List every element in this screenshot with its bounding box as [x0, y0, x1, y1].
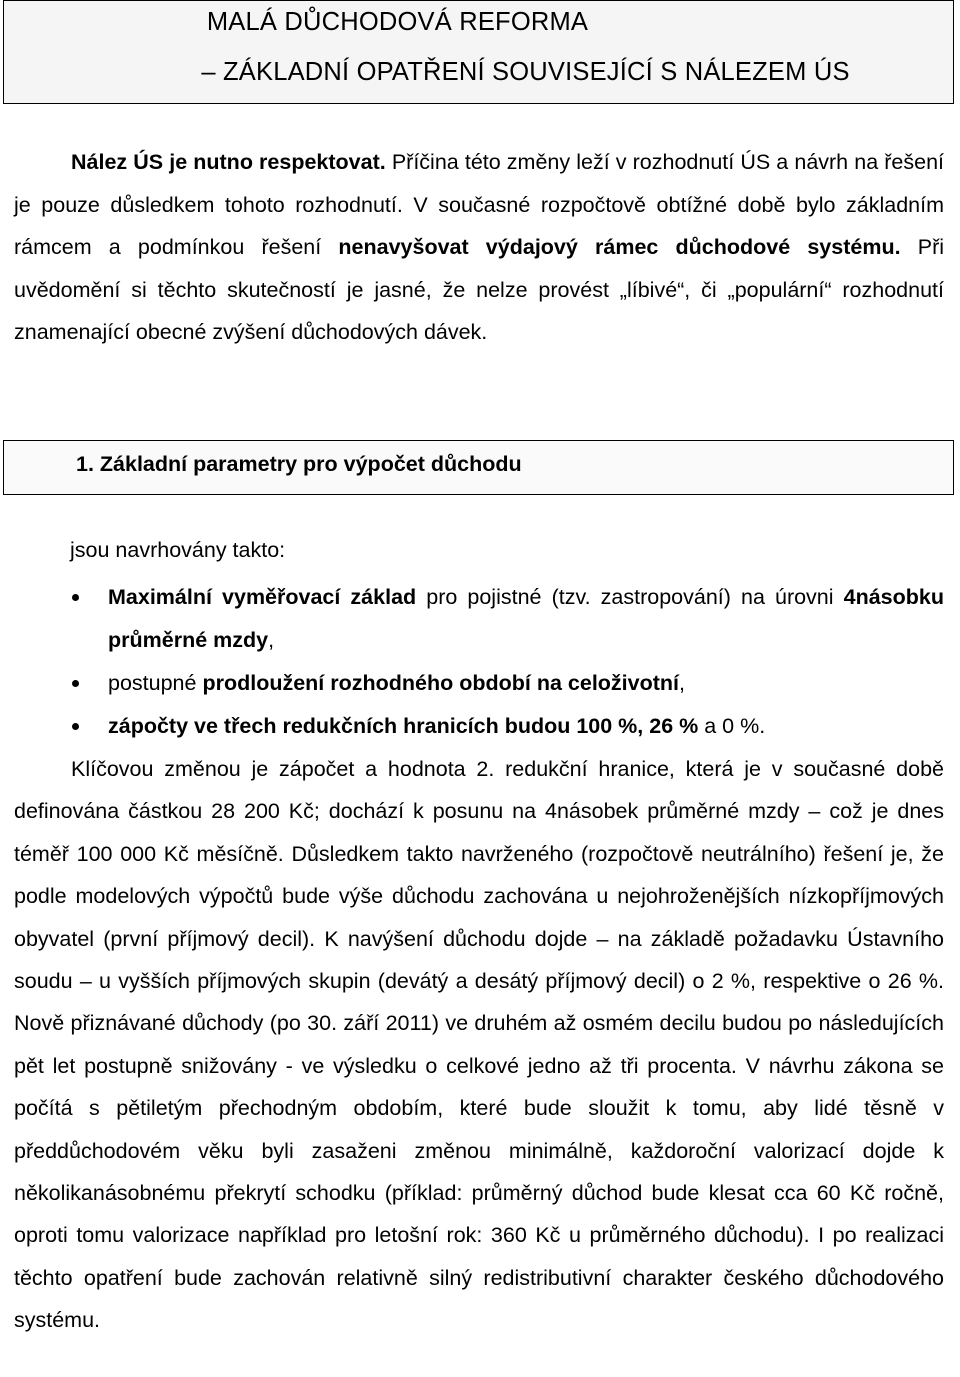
bullet-2-bold: prodloužení rozhodného období na celoživotní [202, 671, 680, 695]
bullet-3-end: a 0 %. [698, 714, 766, 738]
bullet-2-text: postupné [108, 671, 203, 695]
bullet-item-2 [108, 662, 944, 705]
title-line-1: MALÁ DŮCHODOVÁ REFORMA [206, 8, 589, 36]
bullet-2-end: , [679, 671, 685, 695]
intro-bold-2: nenavyšovat výdajový rámec důchodové systému. [338, 235, 901, 259]
title-line-2: – ZÁKLADNÍ OPATŘENÍ SOUVISEJÍCÍ S NÁLEZEM ÚS [201, 58, 850, 86]
bullet-dot-3 [72, 723, 79, 730]
section-heading: 1. Základní parametry pro výpočet důchodu [76, 452, 522, 476]
intro-paragraph [14, 141, 944, 354]
intro-text-2: Při uvědomění si těchto skutečností je jasné, že nelze provést „líbivé“, či „populární“ rozhodnutí znamenající obecné zvýšení důchodových dávek. [14, 235, 944, 344]
bullet-1-bold-2: 4násobku průměrné mzdy [108, 585, 944, 652]
bullet-item-3 [108, 705, 944, 748]
bullet-1-bold: Maximální vyměřovací základ [108, 585, 417, 609]
bullet-item-1 [108, 576, 944, 661]
bullet-3-bold: zápočty ve třech redukčních hranicích budou 100 %, 26 % [108, 714, 699, 738]
title-box [3, 0, 954, 104]
intro-text-1: Příčina této změny leží v rozhodnutí ÚS a návrh na řešení je pouze důsledkem tohoto rozhodnutí. V současné rozpočtově obtížné době bylo základním rámcem a podmínkou řešení [14, 150, 945, 259]
body-paragraph: Klíčovou změnou je zápočet a hodnota 2. redukční hranice, která je v současné době definována částkou 28 200 Kč; dochází k posunu na 4násobek průměrné mzdy – což je dnes téměř 100 000 Kč měsíčně. Důsledkem takto navrženého (rozpočtově neutrálního) řešení je, že podle modelových výpočtů bude výše důchodu zachována u nejohroženějších nízkopříjmových obyvatel (první příjmový decil). K navýšení důchodu dojde – na základě požadavku Ústavního soudu – u vyšších příjmových skupin (devátý a desátý příjmový decil) o 2 %, respektive o 26 %. Nově přiznávané důchody (po 30. září 2011) ve druhém až osmém decilu budou po následujících pět let postupně snižovány - ve výsledku o celkové jedno až tři procenta. V návrhu zákona se počítá s pětiletým přechodným obdobím, které bude sloužit k tomu, aby lidé těsně v předdůchodovém věku byli zasaženi změnou minimálně, každoroční valorizací dojde k několikanásobnému překrytí schodku (příklad: průměrný důchod bude klesat cca 60 Kč ročně, oproti tomu valorizace například pro letošní rok: 360 Kč u průměrného důchodu). I po realizaci těchto opatření bude zachován relativně silný redistributivní charakter českého důchodového systému. [14, 757, 944, 1333]
bullet-1-end: , [268, 627, 275, 652]
section-lead: jsou navrhovány takto: [70, 538, 286, 562]
bullet-dot-1 [72, 594, 79, 601]
intro-bold-1: Nález ÚS je nutno respektovat. [71, 150, 386, 174]
bullet-1-text: pro pojistné (tzv. zastropování) na úrovni [416, 585, 844, 609]
bullet-dot-2 [72, 680, 79, 687]
section-heading-box [3, 440, 954, 495]
